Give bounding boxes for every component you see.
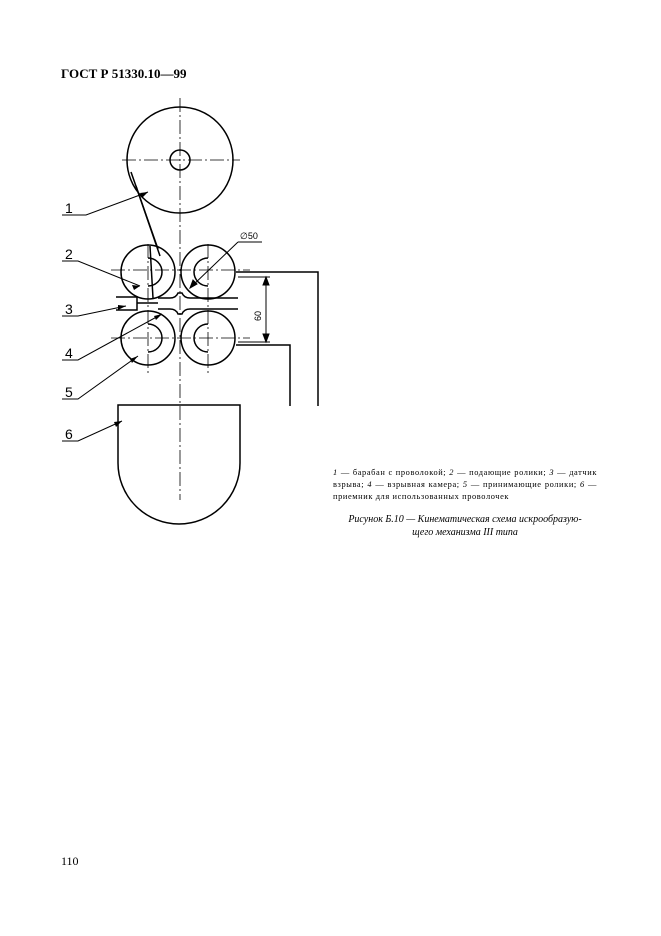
wire-path xyxy=(131,172,160,298)
legend-text-3: — датчик взрыва; xyxy=(333,468,597,489)
wire-receiver xyxy=(118,405,240,524)
legend-num-6: 6 xyxy=(580,480,585,489)
legend-num-3: 3 xyxy=(549,468,555,477)
legend-num-1: 1 xyxy=(333,468,338,477)
caption-line-2: щего механизма III типа xyxy=(412,527,518,538)
legend-num-4: 4 xyxy=(367,480,373,489)
frame-lines xyxy=(236,272,318,406)
page-number: 110 xyxy=(61,854,79,868)
document-header: ГОСТ Р 51330.10—99 xyxy=(61,66,187,81)
label-3: 3 xyxy=(65,301,73,317)
center-lines xyxy=(111,98,250,500)
diameter-leader xyxy=(190,242,262,288)
legend-num-2: 2 xyxy=(449,468,455,477)
diameter-label: ∅50 xyxy=(240,231,258,241)
dimension-60 xyxy=(238,277,270,342)
figure-caption xyxy=(333,513,597,539)
feed-rollers xyxy=(121,245,235,299)
label-2: 2 xyxy=(65,246,73,262)
legend-num-5: 5 xyxy=(462,480,468,489)
label-1: 1 xyxy=(65,200,73,216)
figure-labels xyxy=(65,200,73,442)
legend-text-1: — барабан с проволокой; xyxy=(337,468,450,477)
label-5: 5 xyxy=(65,384,73,400)
legend-text-5: — принимающие ролики; xyxy=(467,480,581,489)
legend-text-4: — взрывная камера; xyxy=(372,480,463,489)
label-leaders xyxy=(62,192,162,441)
explosion-chamber xyxy=(158,293,238,314)
dimension-60-label: 60 xyxy=(253,310,263,322)
figure-legend xyxy=(333,467,597,503)
legend-text-2: — подающие ролики; xyxy=(454,468,550,477)
label-6: 6 xyxy=(65,426,73,442)
label-4: 4 xyxy=(65,345,73,361)
legend-text-6: — приемник для использованных проволочек xyxy=(333,480,597,501)
caption-line-1: Рисунок Б.10 — Кинематическая схема искрообразую- xyxy=(348,514,582,525)
